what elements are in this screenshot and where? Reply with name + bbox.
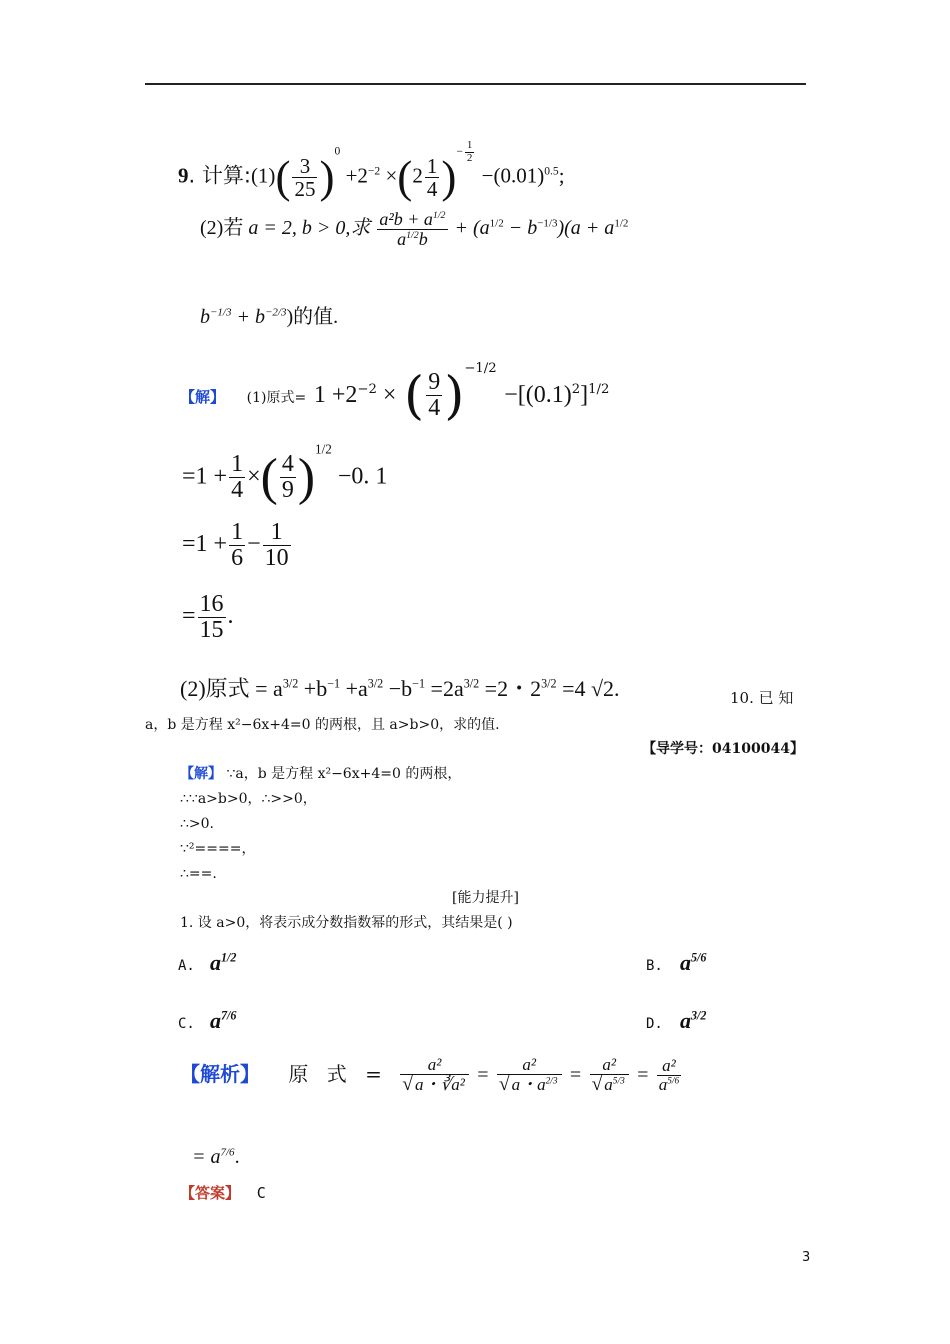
q1-option-b: B. $a^{5/6}$: [646, 950, 707, 975]
sol9-l2-frac1: $\frac{1}{4}$: [231, 451, 244, 504]
q9-part1-prefix: (1): [250, 163, 276, 188]
q1-stem: 1. 设 a>0，将表示成分数指数幂的形式，其结果是( ): [180, 915, 513, 931]
sol9-line2: =1 + $\frac{1}{4}$ ×( $\frac{4}{9}$ )$^{1/2}$ −0. 1: [182, 441, 388, 506]
sol9-frac-9-4: $\frac{9}{4}$: [428, 369, 441, 422]
q9-number: 9: [178, 163, 189, 188]
q10-sol-l5: ∴==.: [180, 866, 217, 882]
q9-part2-rest: + (a: [454, 216, 490, 239]
q9-part2-prefix: (2)若: [200, 216, 249, 239]
sol9-line1: 【解】 (1)原式= $1 +2^{-2}$ × ( $\frac{9}{4}$ )$^{-1/2} -[(0.1)^2]^{1/2}$: [180, 361, 610, 426]
sol9-l1-a: 1 +2: [313, 382, 358, 409]
q9-frac-1-4: $\frac{1}{4}$: [426, 154, 438, 202]
sol9-line3: =1 + $\frac{1}{6}$ − $\frac{1}{10}$: [182, 519, 289, 572]
q1-answer-value: C: [256, 1184, 266, 1202]
sol9-l1-b: −[(0.1): [504, 382, 572, 409]
q1-frac4: $\frac{\text{a²}}{a^{5/6}}$: [658, 1056, 680, 1095]
q1-analysis-tag: 【解析】: [180, 1062, 260, 1087]
q9-part2-cond: a = 2, b > 0,求: [248, 216, 371, 239]
q1-option-d: D. $a^{3/2}$: [646, 1008, 707, 1033]
q1-analysis: 【解析】 原 式 = $\frac{\text{a²}}{\text{√ a・∛a²}}$ = $\frac{\text{a²}}{√ a・a^{2/3}}$ = $\frac{\text{a²}}{√ a^{5/3}}$ = $\frac{\text{a²}}{a^{5/6}}$: [180, 1055, 680, 1095]
q1-answer-tag: 【答案】: [180, 1184, 241, 1202]
header-rule: [145, 83, 806, 85]
q1-answer: [180, 1182, 266, 1203]
q10-sol-l2: ∴∵a>b>0，∴>>0，: [180, 791, 317, 807]
q1-option-c: C. $a^{7/6}$: [178, 1008, 237, 1033]
q1-frac2: $\frac{\text{a²}}{√ a・a^{2/3}}$: [497, 1056, 562, 1095]
q10-line1: a，b 是方程 x²−6x+4=0 的两根，且 a>b>0，求的值.: [145, 717, 500, 733]
section-title: [能力提升]: [452, 890, 519, 906]
q9-label: . 计算:: [188, 163, 251, 188]
q10-sol-l3: ∴>0.: [180, 816, 214, 832]
q9-tail: −(0.01): [481, 163, 545, 188]
q9-plus2: +2: [345, 163, 368, 188]
sol9-l3-frac1: $\frac{1}{6}$: [231, 519, 244, 572]
q9-frac-3-25: $\frac{3}{25}$: [294, 154, 316, 202]
q10-sol-tag: 【解】: [180, 766, 222, 782]
q1-frac1: $\frac{\text{a²}}{\text{√ a・∛a²}}$: [400, 1056, 469, 1095]
sol9-part2: (2)原式 = $a^{3/2} +b^{-1} +a^{3/2} -b^{-1} =2a^{3/2} =2$・$2^{3/2} =4$ √2.: [180, 676, 620, 701]
q1-option-a: A. $a^{1/2}$: [178, 950, 237, 975]
q10-sol-l4: ∵²====，: [180, 841, 256, 857]
page-number: 3: [802, 1250, 811, 1265]
sol9-tag: 【解】: [180, 388, 226, 407]
sol9-l2-frac2: $\frac{4}{9}$: [281, 451, 294, 504]
q1-frac3: $\frac{\text{a²}}{√ a^{5/3}}$: [590, 1056, 629, 1095]
sol9-line4: = $\frac{16}{15}$ .: [182, 591, 234, 644]
q10-start: 10. 已 知: [730, 689, 794, 707]
sol9-l3-frac2: $\frac{1}{10}$: [264, 519, 289, 572]
q10-guide: 【导学号：04100044】: [642, 741, 804, 757]
sol9-part1-label: (1)原式=: [246, 390, 307, 407]
q9-line1: 9. 计算:(1)( $\frac{3}{25}$ )$^0 +2^{-2} \times(2$ $\frac{1}{4}$ )$^{- \frac{1}{2}}$ $-(0.01)^{0.5}$;: [178, 139, 565, 203]
q9-part2-frac: $\frac{a^2b + a^{1/2}}{a^{1/2}b}$: [379, 209, 446, 249]
sol9-l4-frac: $\frac{16}{15}$: [199, 591, 224, 644]
q1-result: = $a^{7/6}$.: [192, 1146, 240, 1168]
q10-sol-l1: ∵a，b 是方程 x²−6x+4=0 的两根，: [222, 766, 462, 782]
q9-mixed-int: 2: [412, 163, 423, 188]
q9-times: ×: [385, 163, 398, 188]
q9-part2-line3: $b^{-1/3} + b^{-2/3}$)的值.: [200, 306, 339, 328]
q10-solution: [180, 762, 461, 887]
q9-part2: (2)若 a = 2, b > 0,求 $\frac{a^2b + a^{1/2}}{a^{1/2}b}$ + $(a^{1/2} - b^{-1/3})(a + a^{1/2}$: [200, 209, 629, 249]
q1-analysis-text: 原 式 =: [288, 1062, 388, 1087]
